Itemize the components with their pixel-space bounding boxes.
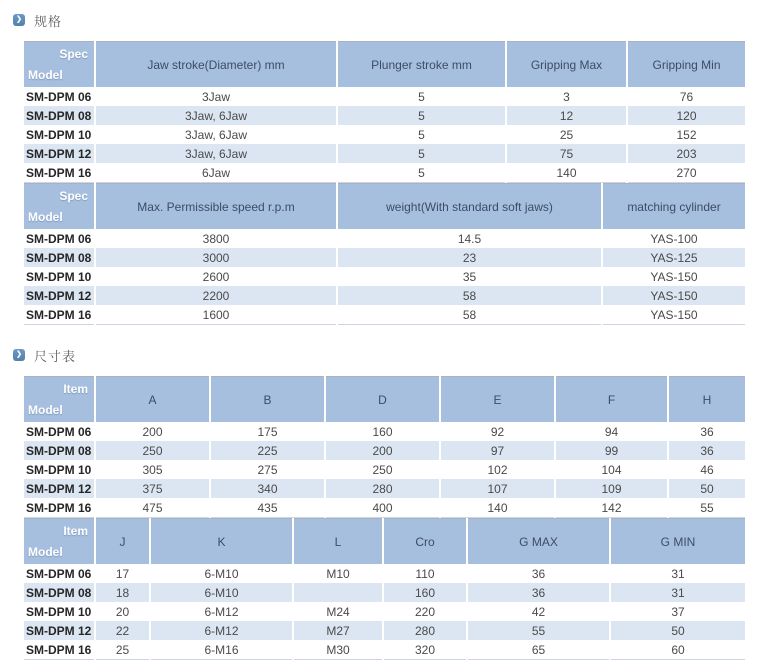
- value-cell: 94: [555, 422, 668, 441]
- table-row: [24, 87, 745, 106]
- value-cell: M10: [293, 564, 383, 583]
- value-cell: 140: [440, 498, 555, 518]
- column-header: A: [95, 377, 210, 423]
- table-row: [24, 163, 745, 183]
- value-cell: 203: [627, 144, 745, 163]
- value-cell: 6Jaw: [95, 163, 337, 183]
- table-row: [24, 125, 745, 144]
- table-row: [24, 640, 745, 660]
- column-header: matching cylinder: [602, 184, 745, 230]
- value-cell: M24: [293, 602, 383, 621]
- value-cell: 18: [95, 583, 150, 602]
- corner-top-label: Item: [63, 524, 88, 538]
- value-cell: 110: [383, 564, 467, 583]
- column-header: G MAX: [467, 519, 610, 565]
- value-cell: 31: [610, 564, 745, 583]
- value-cell: 160: [325, 422, 440, 441]
- value-cell: 200: [325, 441, 440, 460]
- value-cell: 3000: [95, 248, 337, 267]
- value-cell: 5: [337, 144, 506, 163]
- value-cell: 3: [506, 87, 627, 106]
- model-cell: SM-DPM 16: [24, 305, 95, 325]
- table-row: [24, 479, 745, 498]
- table-row: [24, 248, 745, 267]
- corner-bottom-label: Model: [28, 68, 63, 82]
- table-row: [24, 460, 745, 479]
- value-cell: YAS-150: [602, 305, 745, 325]
- column-header: J: [95, 519, 150, 565]
- column-header: weight(With standard soft jaws): [337, 184, 602, 230]
- header-row: [24, 519, 745, 565]
- section-dimensions-title: [13, 347, 769, 363]
- value-cell: 225: [210, 441, 325, 460]
- spec-table: [24, 518, 745, 660]
- table-row: [24, 305, 745, 325]
- section-spec-title: [13, 12, 769, 28]
- value-cell: 37: [610, 602, 745, 621]
- model-cell: SM-DPM 06: [24, 422, 95, 441]
- value-cell: 58: [337, 305, 602, 325]
- corner-bottom-label: Model: [28, 545, 63, 559]
- dimension-table-2-mount: [24, 518, 769, 660]
- column-header: D: [325, 377, 440, 423]
- value-cell: 220: [383, 602, 467, 621]
- column-header: Gripping Max: [506, 42, 627, 88]
- value-cell: 375: [95, 479, 210, 498]
- value-cell: 6-M12: [150, 602, 293, 621]
- model-cell: SM-DPM 10: [24, 602, 95, 621]
- value-cell: 5: [337, 125, 506, 144]
- corner-top-label: Item: [63, 382, 88, 396]
- header-row: [24, 42, 745, 88]
- value-cell: 280: [325, 479, 440, 498]
- model-cell: SM-DPM 12: [24, 621, 95, 640]
- spec-table: [24, 183, 745, 325]
- value-cell: 6-M12: [150, 621, 293, 640]
- table-row: [24, 602, 745, 621]
- column-header: K: [150, 519, 293, 565]
- value-cell: YAS-150: [602, 286, 745, 305]
- model-cell: SM-DPM 16: [24, 163, 95, 183]
- value-cell: 14.5: [337, 229, 602, 248]
- model-cell: SM-DPM 08: [24, 441, 95, 460]
- model-cell: SM-DPM 06: [24, 229, 95, 248]
- value-cell: 42: [467, 602, 610, 621]
- value-cell: 475: [95, 498, 210, 518]
- value-cell: 23: [337, 248, 602, 267]
- value-cell: M30: [293, 640, 383, 660]
- value-cell: YAS-125: [602, 248, 745, 267]
- model-cell: SM-DPM 10: [24, 460, 95, 479]
- value-cell: 3Jaw, 6Jaw: [95, 144, 337, 163]
- column-header: B: [210, 377, 325, 423]
- value-cell: 55: [668, 498, 745, 518]
- section-dimensions: [16, 347, 769, 660]
- spec-table: [24, 376, 745, 518]
- value-cell: 50: [668, 479, 745, 498]
- value-cell: 75: [506, 144, 627, 163]
- value-cell: 2600: [95, 267, 337, 286]
- section-title-label: 尺寸表: [34, 348, 77, 364]
- value-cell: 200: [95, 422, 210, 441]
- value-cell: 120: [627, 106, 745, 125]
- spec-table-1-mount: [24, 41, 769, 183]
- table-row: [24, 267, 745, 286]
- value-cell: 250: [95, 441, 210, 460]
- value-cell: 175: [210, 422, 325, 441]
- spec-table-2-mount: [24, 183, 769, 325]
- value-cell: 142: [555, 498, 668, 518]
- column-header: Plunger stroke mm: [337, 42, 506, 88]
- model-cell: SM-DPM 08: [24, 248, 95, 267]
- value-cell: 99: [555, 441, 668, 460]
- table-row: [24, 564, 745, 583]
- value-cell: 55: [467, 621, 610, 640]
- model-cell: SM-DPM 12: [24, 286, 95, 305]
- value-cell: 17: [95, 564, 150, 583]
- column-header: Cro: [383, 519, 467, 565]
- model-cell: SM-DPM 16: [24, 640, 95, 660]
- section-title-label: 规格: [34, 13, 63, 29]
- value-cell: 3Jaw, 6Jaw: [95, 125, 337, 144]
- table-row: [24, 286, 745, 305]
- table-row: [24, 422, 745, 441]
- value-cell: 340: [210, 479, 325, 498]
- model-cell: SM-DPM 10: [24, 267, 95, 286]
- table-row: [24, 583, 745, 602]
- value-cell: 109: [555, 479, 668, 498]
- section-spec: [16, 12, 769, 325]
- column-header: Gripping Min: [627, 42, 745, 88]
- value-cell: 320: [383, 640, 467, 660]
- value-cell: 76: [627, 87, 745, 106]
- table-row: [24, 621, 745, 640]
- value-cell: YAS-100: [602, 229, 745, 248]
- chevron-right-icon: ❯: [13, 349, 25, 361]
- column-header: E: [440, 377, 555, 423]
- corner-header-cell: [24, 42, 95, 88]
- value-cell: YAS-150: [602, 267, 745, 286]
- model-cell: SM-DPM 08: [24, 106, 95, 125]
- value-cell: 25: [95, 640, 150, 660]
- value-cell: 5: [337, 87, 506, 106]
- column-header: G MIN: [610, 519, 745, 565]
- table-row: [24, 106, 745, 125]
- chevron-right-icon: ❯: [13, 14, 25, 26]
- value-cell: 140: [506, 163, 627, 183]
- column-header: H: [668, 377, 745, 423]
- value-cell: 6-M10: [150, 583, 293, 602]
- value-cell: 46: [668, 460, 745, 479]
- column-header: Max. Permissible speed r.p.m: [95, 184, 337, 230]
- value-cell: 152: [627, 125, 745, 144]
- header-row: [24, 184, 745, 230]
- value-cell: 5: [337, 163, 506, 183]
- model-cell: SM-DPM 06: [24, 564, 95, 583]
- dimension-table-1-mount: [24, 376, 769, 518]
- value-cell: 1600: [95, 305, 337, 325]
- value-cell: 60: [610, 640, 745, 660]
- corner-bottom-label: Model: [28, 210, 63, 224]
- value-cell: 92: [440, 422, 555, 441]
- value-cell: 25: [506, 125, 627, 144]
- model-cell: SM-DPM 08: [24, 583, 95, 602]
- model-cell: SM-DPM 16: [24, 498, 95, 518]
- value-cell: 36: [467, 564, 610, 583]
- value-cell: 65: [467, 640, 610, 660]
- table-row: [24, 144, 745, 163]
- value-cell: 280: [383, 621, 467, 640]
- value-cell: 3Jaw: [95, 87, 337, 106]
- corner-header-cell: [24, 184, 95, 230]
- value-cell: 36: [668, 422, 745, 441]
- spec-table: [24, 41, 745, 183]
- model-cell: SM-DPM 12: [24, 479, 95, 498]
- value-cell: 12: [506, 106, 627, 125]
- model-cell: SM-DPM 10: [24, 125, 95, 144]
- value-cell: [293, 583, 383, 602]
- model-cell: SM-DPM 06: [24, 87, 95, 106]
- value-cell: 250: [325, 460, 440, 479]
- value-cell: 22: [95, 621, 150, 640]
- value-cell: 435: [210, 498, 325, 518]
- value-cell: 35: [337, 267, 602, 286]
- value-cell: 270: [627, 163, 745, 183]
- table-row: [24, 229, 745, 248]
- corner-header-cell: [24, 519, 95, 565]
- value-cell: 6-M16: [150, 640, 293, 660]
- corner-top-label: Spec: [59, 189, 88, 203]
- value-cell: 97: [440, 441, 555, 460]
- column-header: L: [293, 519, 383, 565]
- table-row: [24, 498, 745, 518]
- value-cell: 36: [668, 441, 745, 460]
- value-cell: 2200: [95, 286, 337, 305]
- value-cell: 5: [337, 106, 506, 125]
- value-cell: 31: [610, 583, 745, 602]
- value-cell: 305: [95, 460, 210, 479]
- value-cell: 3800: [95, 229, 337, 248]
- value-cell: 58: [337, 286, 602, 305]
- value-cell: 275: [210, 460, 325, 479]
- corner-bottom-label: Model: [28, 403, 63, 417]
- value-cell: 36: [467, 583, 610, 602]
- corner-top-label: Spec: [59, 47, 88, 61]
- value-cell: 107: [440, 479, 555, 498]
- corner-header-cell: [24, 377, 95, 423]
- value-cell: 160: [383, 583, 467, 602]
- value-cell: 50: [610, 621, 745, 640]
- column-header: F: [555, 377, 668, 423]
- column-header: Jaw stroke(Diameter) mm: [95, 42, 337, 88]
- value-cell: 104: [555, 460, 668, 479]
- value-cell: M27: [293, 621, 383, 640]
- value-cell: 20: [95, 602, 150, 621]
- table-row: [24, 441, 745, 460]
- model-cell: SM-DPM 12: [24, 144, 95, 163]
- value-cell: 102: [440, 460, 555, 479]
- value-cell: 400: [325, 498, 440, 518]
- header-row: [24, 377, 745, 423]
- value-cell: 3Jaw, 6Jaw: [95, 106, 337, 125]
- value-cell: 6-M10: [150, 564, 293, 583]
